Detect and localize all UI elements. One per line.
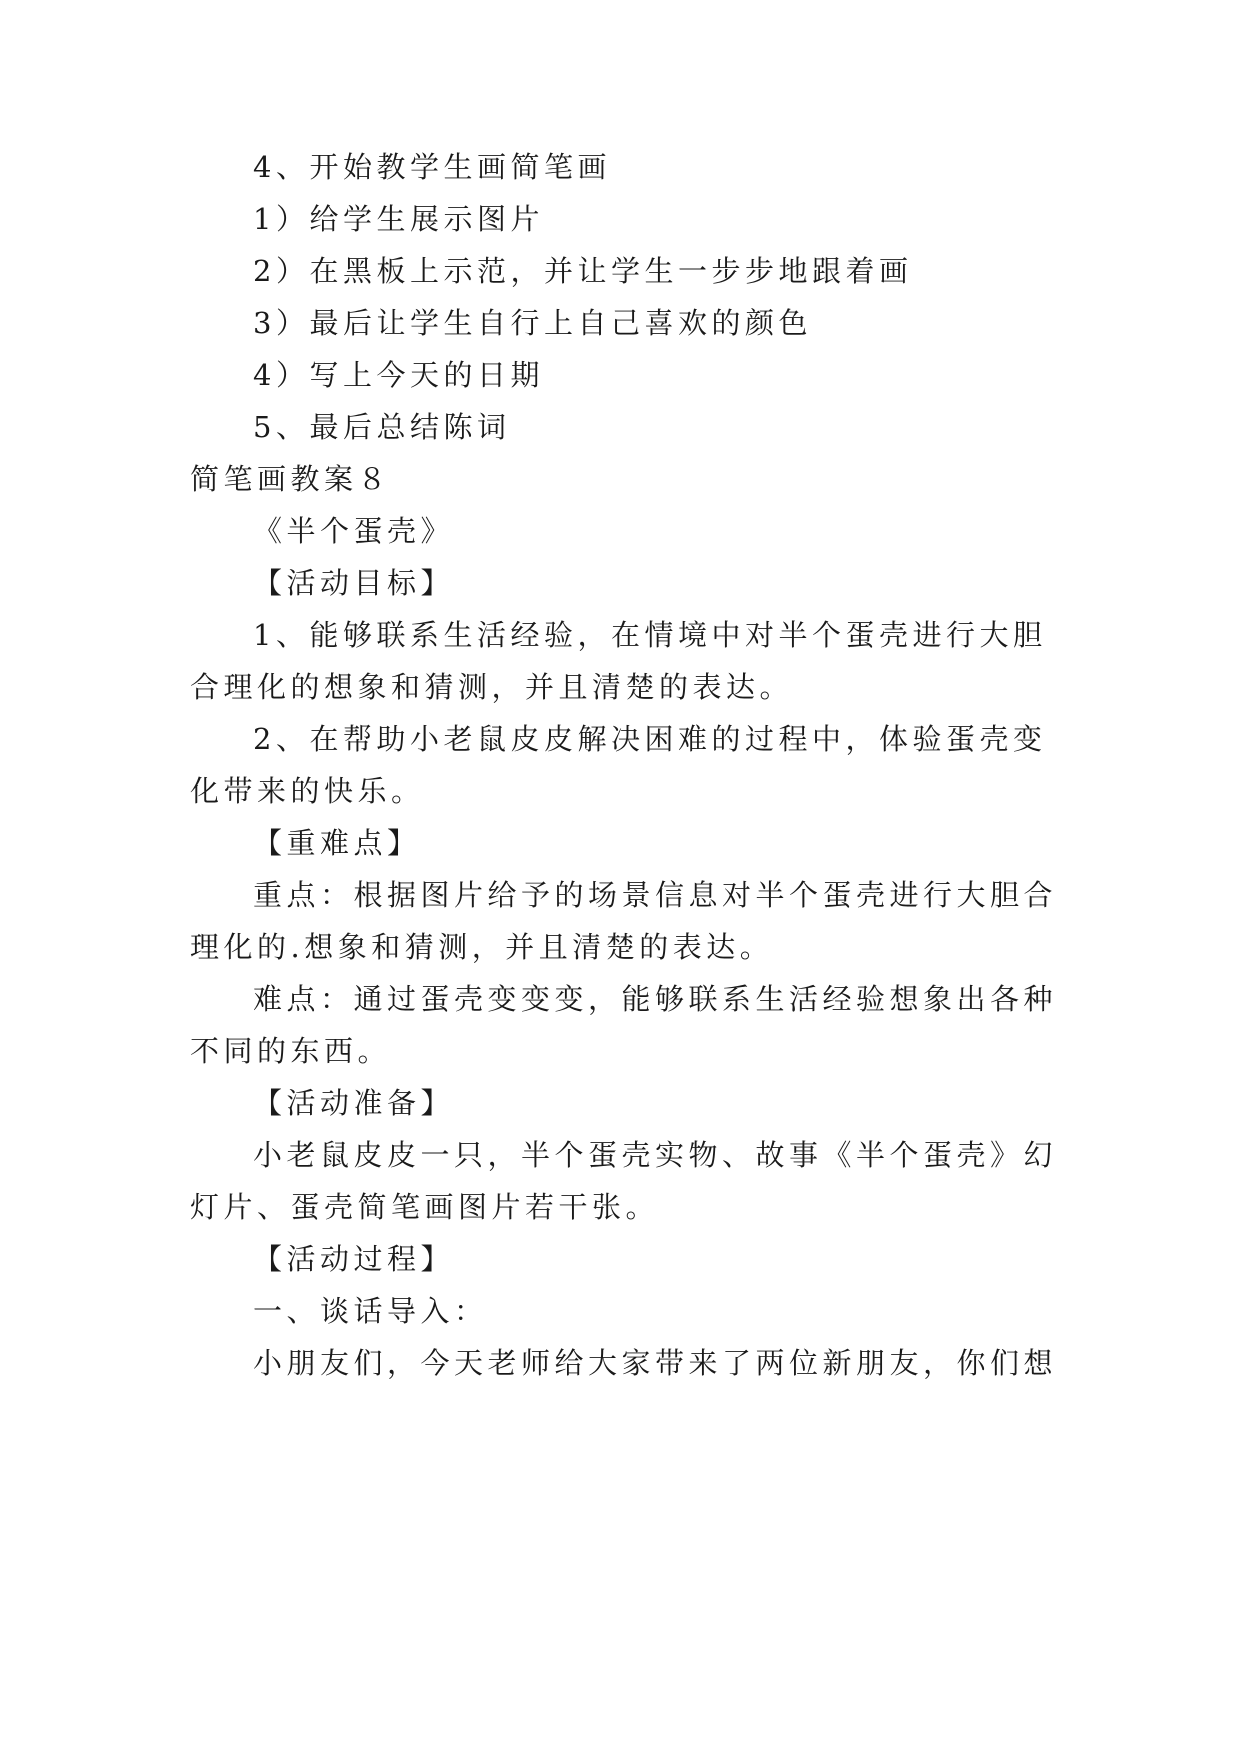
text-line: 4、开始教学生画简笔画 xyxy=(253,150,611,184)
text-line: 小朋友们，今天老师给大家带来了两位新朋友，你们想 xyxy=(253,1346,1058,1380)
text-line: 2）在黑板上示范，并让学生一步步地跟着画 xyxy=(253,254,913,288)
text-line: 难点：通过蛋壳变变变，能够联系生活经验想象出各种 xyxy=(253,982,1058,1016)
text-line: 3）最后让学生自行上自己喜欢的颜色 xyxy=(253,306,812,340)
text-line: 小老鼠皮皮一只，半个蛋壳实物、故事《半个蛋壳》幻 xyxy=(253,1138,1058,1172)
text-line: 1、能够联系生活经验，在情境中对半个蛋壳进行大胆 xyxy=(253,618,1047,652)
subheading-preparation: 【活动准备】 xyxy=(253,1086,455,1120)
subheading-objectives: 【活动目标】 xyxy=(253,566,455,600)
text-line: 理化的.想象和猜测，并且清楚的表达。 xyxy=(190,930,774,964)
text-line: 5、最后总结陈词 xyxy=(253,410,511,444)
section-heading: 简笔画教案８ xyxy=(190,462,392,496)
lesson-title: 《半个蛋壳》 xyxy=(253,514,455,548)
text-line: 重点：根据图片给予的场景信息对半个蛋壳进行大胆合 xyxy=(253,878,1058,912)
text-line: 一、谈话导入： xyxy=(253,1294,488,1328)
subheading-process: 【活动过程】 xyxy=(253,1242,455,1276)
text-line: 2、在帮助小老鼠皮皮解决困难的过程中，体验蛋壳变 xyxy=(253,722,1047,756)
text-line: 不同的东西。 xyxy=(190,1034,392,1068)
text-line: 化带来的快乐。 xyxy=(190,774,425,808)
text-line: 1）给学生展示图片 xyxy=(253,202,544,236)
text-line: 灯片、蛋壳简笔画图片若干张。 xyxy=(190,1190,660,1224)
text-line: 4）写上今天的日期 xyxy=(253,358,544,392)
text-line: 合理化的想象和猜测，并且清楚的表达。 xyxy=(190,670,794,704)
subheading-key-points: 【重难点】 xyxy=(253,826,421,860)
